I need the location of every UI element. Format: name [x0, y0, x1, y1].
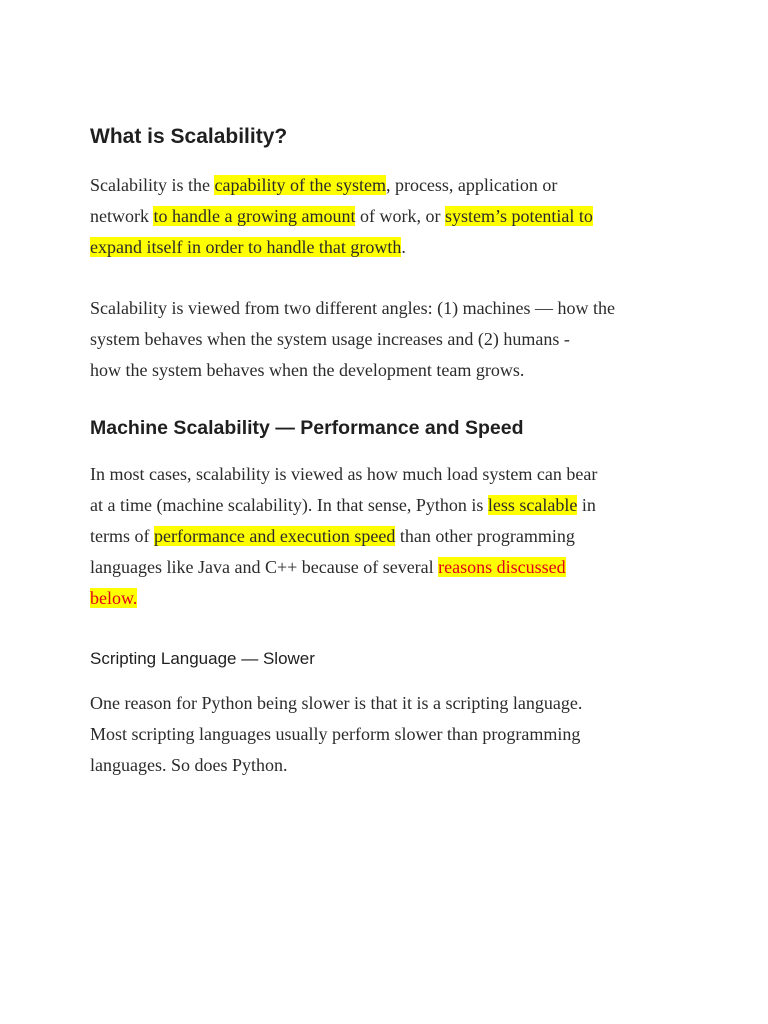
highlighted-phrase: system’s potential to [444, 206, 593, 226]
highlighted-phrase: less scalable [487, 495, 578, 515]
text-line: system behaves when the system usage increases and (2) humans - [90, 329, 570, 349]
text-line: how the system behaves when the development team grows. [90, 360, 525, 380]
paragraph-definition [90, 170, 690, 263]
text-run: , process, application or [385, 175, 558, 195]
paragraph-machine-scalability [90, 459, 690, 614]
text-line [90, 490, 690, 521]
text-line: Scalability is viewed from two different angles: (1) machines — how the [90, 298, 616, 318]
text-line: languages. So does Python. [90, 755, 288, 775]
text-line [90, 552, 690, 583]
text-line: In most cases, scalability is viewed as how much load system can bear [90, 464, 598, 484]
paragraph-scripting-language [90, 688, 690, 781]
text-line [90, 583, 690, 614]
text-run: at a time (machine scalability). In that sense, Python is [90, 495, 488, 515]
highlighted-phrase: performance and execution speed [153, 526, 396, 546]
text-line: One reason for Python being slower is that it is a scripting language. [90, 693, 583, 713]
text-line [90, 521, 690, 552]
text-run: terms of [90, 526, 154, 546]
text-run: . [401, 237, 406, 257]
text-run: Scalability is the [90, 175, 215, 195]
section-heading-scripting-language: Scripting Language — Slower [90, 649, 315, 668]
page-title: What is Scalability? [90, 125, 288, 148]
text-run: in [577, 495, 596, 515]
highlighted-phrase: expand itself in order to handle that growth [90, 237, 402, 257]
section-heading-machine-scalability: Machine Scalability — Performance and Speed [90, 417, 524, 439]
paragraph-angles [90, 293, 690, 386]
highlighted-phrase: capability of the system [214, 175, 386, 195]
text-run: than other programming [395, 526, 575, 546]
text-line: Most scripting languages usually perform slower than programming [90, 724, 581, 744]
highlighted-phrase-red: reasons discussed [438, 557, 566, 577]
text-run: languages like Java and C++ because of several [90, 557, 439, 577]
text-run: of work, or [355, 206, 445, 226]
text-line [90, 232, 690, 263]
highlighted-phrase-red: below. [90, 588, 138, 608]
text-run: network [90, 206, 154, 226]
text-line [90, 170, 690, 201]
text-line [90, 201, 690, 232]
highlighted-phrase: to handle a growing amount [153, 206, 356, 226]
